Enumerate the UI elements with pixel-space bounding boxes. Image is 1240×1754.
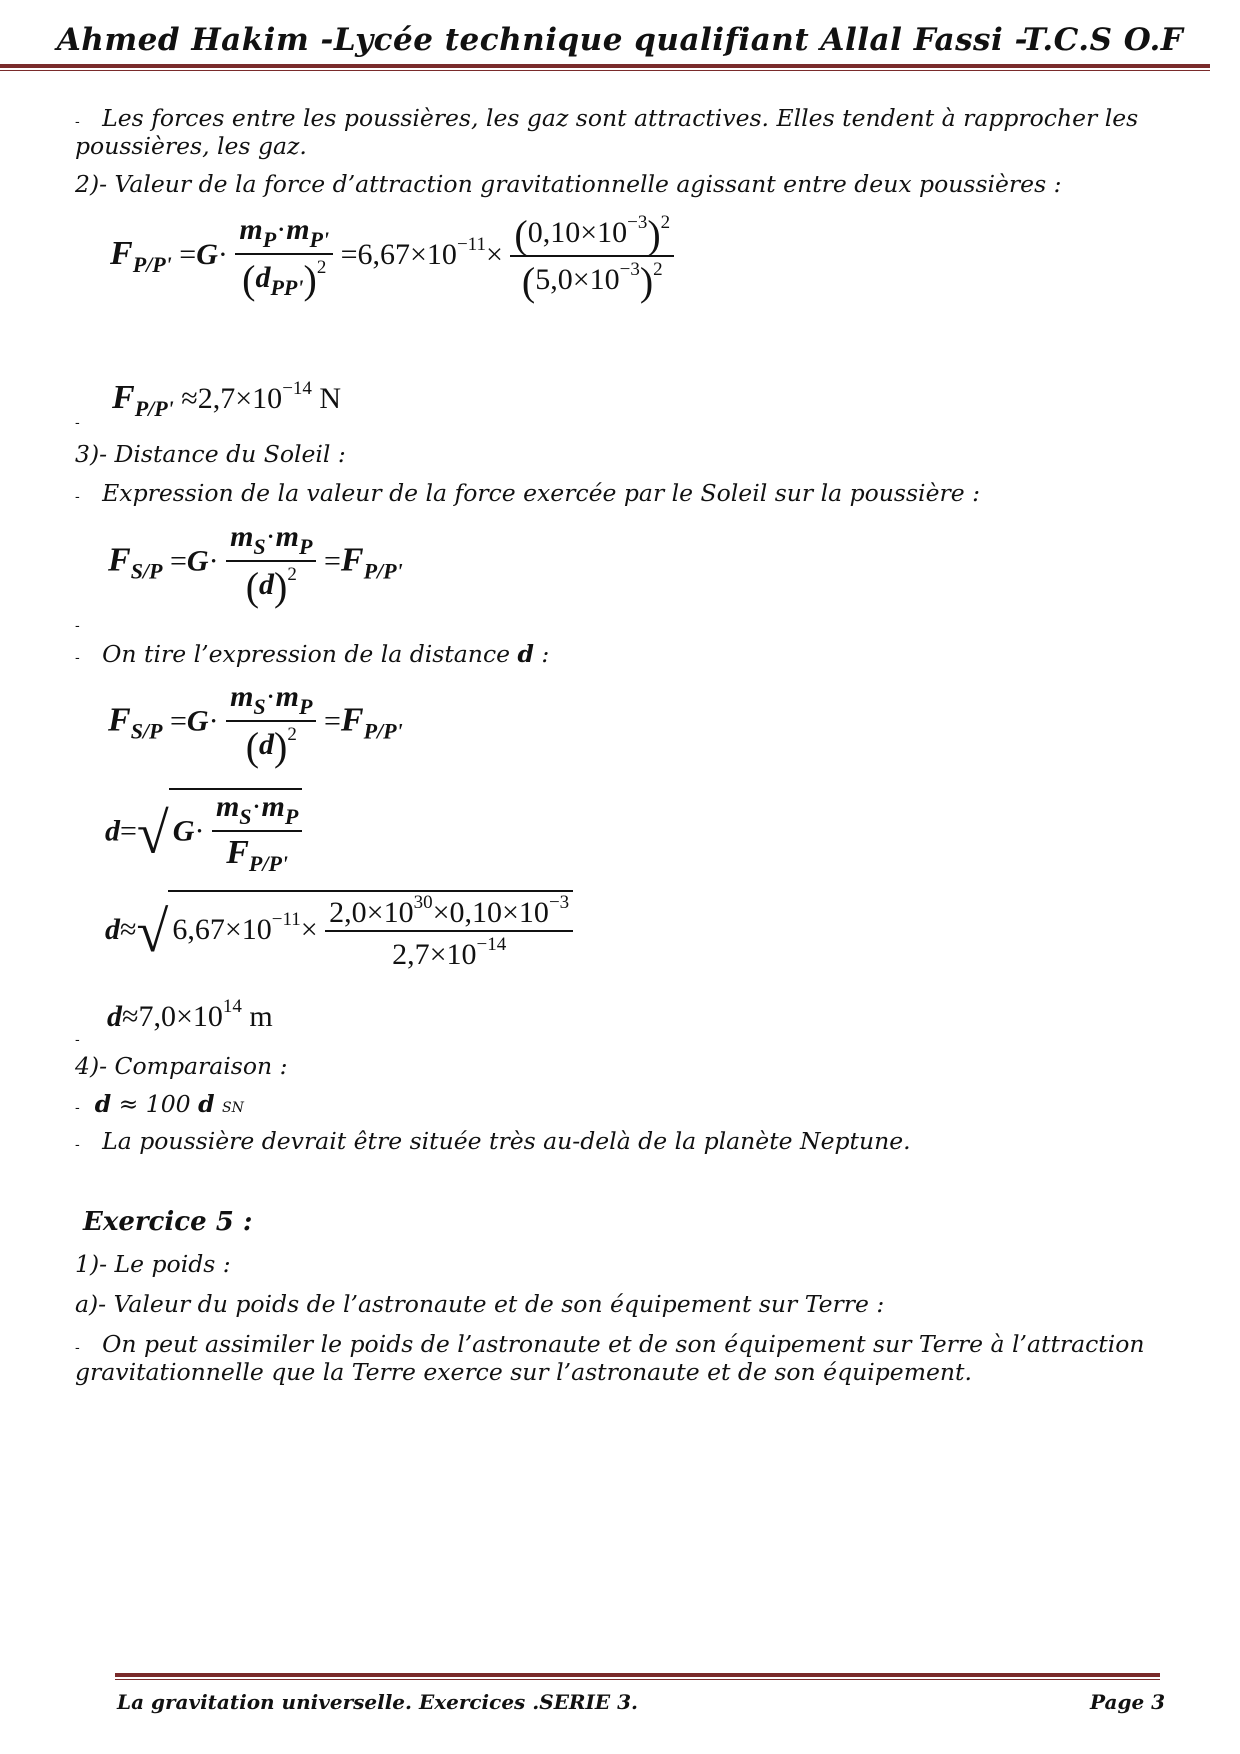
question-2: 2)- Valeur de la force d’attraction gravitationnelle agissant entre deux poussières :: [75, 170, 1062, 198]
footer-page-number: Page 3: [1090, 1690, 1166, 1714]
formula-dash-1: -: [75, 618, 80, 634]
formula-distance-numeric: d≈√ $6,67\times 10^{-11}\times$ $\frac{2,0\times 10^{30}\times 0,10\times 10^{-3}}{2,7\times 10^{-14}}$: [105, 890, 573, 972]
header-rule: [0, 64, 1210, 68]
formula-force-dust: $F_{P/P'} =G\cdot$ $\frac{m_P\cdot m_{P'}}{(d_{PP'})^2}$ $=6,67\times 10^{-11}\times$ $\frac{(0,10\times 10^{-3})^2}{(5,0\times 10^{-3})^2}$: [110, 212, 674, 302]
formula-force-sun-2: $F_{S/P} =G\cdot$ $\frac{m_S\cdot m_P}{(d)^2}$ $=F_{P/P'}$: [108, 680, 403, 770]
result-force: $F_{P/P'} \approx 2,7\times 10^{-14}$ N: [112, 378, 342, 421]
formula-distance-expr: d=√ G· $\frac{m_S\cdot m_P}{F_{P/P'}}$: [105, 788, 302, 877]
question-3: 3)- Distance du Soleil :: [75, 440, 346, 468]
result-dash: -: [75, 415, 80, 431]
formula-force-sun-1: $F_{S/P} =G\cdot$ $\frac{m_S\cdot m_P}{(d)^2}$ $=F_{P/P'}$: [108, 520, 403, 610]
q3-tire-line: - On tire l’expression de la distance d :: [75, 640, 550, 668]
exercise-5-title: Exercice 5 :: [83, 1207, 253, 1237]
forces-line: - Les forces entre les poussières, les gaz sont attractives. Elles tendent à rapprocher les: [75, 104, 1139, 132]
forces-line-2: poussières, les gaz.: [75, 132, 307, 160]
footer-left: La gravitation universelle. Exercices .SERIE 3.: [117, 1690, 638, 1714]
footer-rule-thin: [115, 1679, 1160, 1680]
q4-comparison: - d ≈ 100 d SN: [75, 1090, 244, 1118]
ex5-question-a: a)- Valeur du poids de l’astronaute et de son équipement sur Terre :: [75, 1290, 885, 1318]
footer-rule: [115, 1673, 1160, 1677]
header-rule-thin: [0, 70, 1210, 71]
formula-dash-2: -: [75, 1032, 80, 1048]
ex5-text-line-1: - On peut assimiler le poids de l’astronaute et de son équipement sur Terre à l’attraction: [75, 1330, 1145, 1358]
ex5-text-line-2: gravitationnelle que la Terre exerce sur l’astronaute et de son équipement.: [75, 1358, 972, 1386]
ex5-question-1: 1)- Le poids :: [75, 1250, 231, 1278]
q3-expression-line: - Expression de la valeur de la force exercée par le Soleil sur la poussière :: [75, 479, 980, 507]
page-header-title: Ahmed Hakim -Lycée technique qualifiant Allal Fassi -T.C.S O.F: [56, 22, 1184, 58]
result-distance: $d\approx 7,0\times 10^{14}$ m: [107, 996, 273, 1033]
question-4: 4)- Comparaison :: [75, 1052, 288, 1080]
q4-neptune-line: - La poussière devrait être située très au-delà de la planète Neptune.: [75, 1127, 911, 1155]
